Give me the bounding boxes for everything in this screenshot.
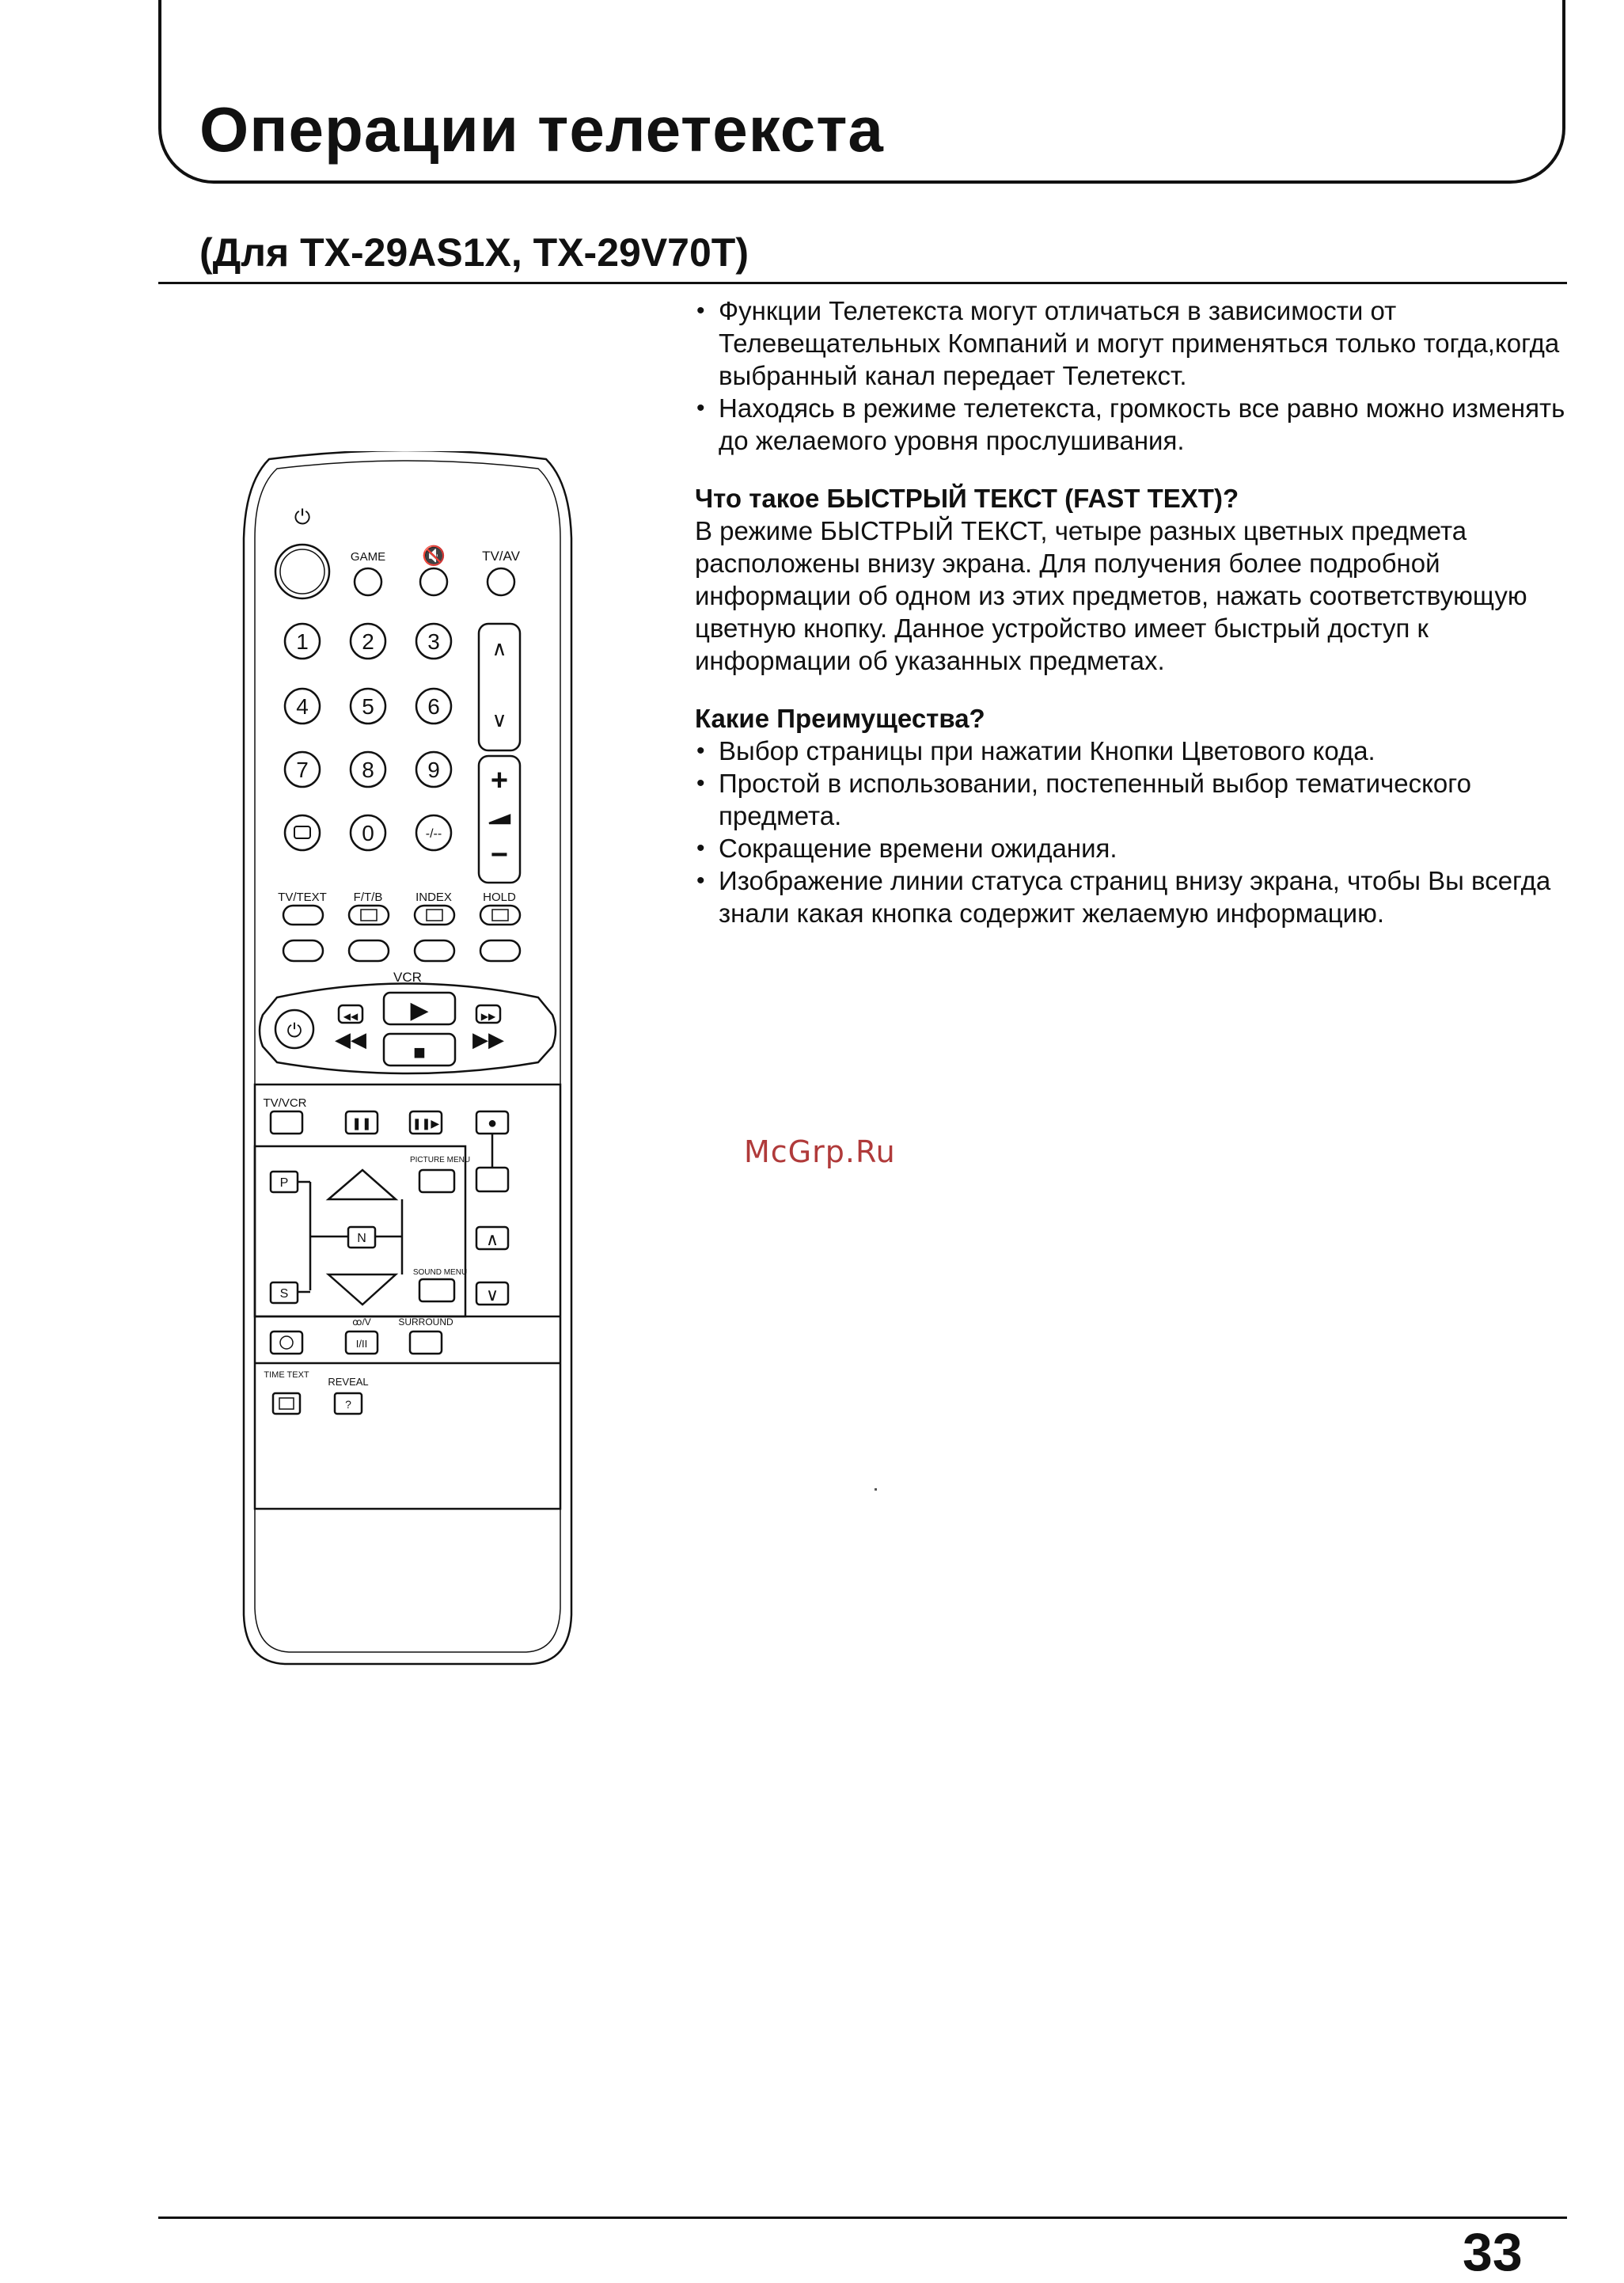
vcr-stop-label: ■	[413, 1040, 426, 1064]
s-label: S	[279, 1287, 289, 1301]
pause-label: ❚❚	[351, 1117, 372, 1130]
vcr-label: VCR	[393, 970, 422, 985]
fast-text-body: В режиме БЫСТРЫЙ ТЕКСТ, четыре разных цветных предмета расположены внизу экрана. Для получения более подробной информации об одном из этих предметов, нажать соответствующую цветную кнопку. Данное устройство имеет быстрый доступ к информации об указанных предметах.	[695, 516, 1527, 675]
p-label: P	[279, 1176, 289, 1190]
fastext-blue-button[interactable]	[480, 940, 520, 961]
slow-label: ❚❚▶	[412, 1117, 440, 1130]
digit-6-label: 6	[427, 694, 440, 719]
digit-5-label: 5	[362, 694, 374, 719]
digit-7-label: 7	[296, 758, 309, 782]
intro-list	[695, 294, 1573, 457]
game-label: GAME	[350, 550, 386, 564]
fast-text-heading: Что такое БЫСТРЫЙ ТЕКСТ (FAST TEXT)?	[695, 484, 1239, 513]
vcr-play-label: ▶	[410, 997, 429, 1024]
digit-8-label: 8	[362, 758, 374, 782]
volume-up-label: +	[490, 764, 509, 797]
vcr-ff-small-label: ▶▶	[480, 1011, 496, 1022]
subtitle-divider	[158, 282, 1567, 284]
digit-4-label: 4	[296, 694, 309, 719]
remote-control-illustration	[237, 451, 578, 1666]
n-label: N	[357, 1232, 366, 1245]
tv-av-label: TV/AV	[482, 549, 520, 564]
time-text-button[interactable]	[273, 1393, 300, 1414]
tv-vcr-button[interactable]	[271, 1111, 302, 1134]
text-column	[695, 294, 1573, 929]
timer-button[interactable]	[271, 1331, 302, 1354]
digit-2-label: 2	[362, 629, 374, 654]
input-select-button[interactable]	[285, 815, 320, 850]
channel-down-label: ∨	[491, 708, 507, 731]
page-number: 33	[1463, 2222, 1523, 2282]
sound-menu-label: SOUND MENU	[412, 1268, 468, 1277]
page-title: Операции телетекста	[199, 94, 884, 165]
power-symbol-label: ⏻	[294, 505, 311, 529]
list-item: • Изображение линии статуса страниц внизу экрана, чтобы Вы всегда знали какая кнопка содержит желаемую информацию.	[695, 864, 1573, 929]
page-subtitle: (Для TX-29AS1X, TX-29V70T)	[199, 230, 749, 275]
digit-0-label: 0	[362, 821, 374, 845]
picture-menu-button[interactable]	[419, 1170, 454, 1192]
game-button[interactable]	[355, 568, 381, 595]
record-label: ●	[487, 1115, 498, 1132]
timer-icon	[280, 1336, 293, 1349]
list-item: • Сокращение времени ожидания.	[695, 832, 1573, 864]
down-arrow-label: ∨	[485, 1285, 499, 1305]
volume-down-label: −	[490, 838, 509, 872]
time-text-label: TIME TEXT	[264, 1370, 309, 1380]
stereo-label: ꝏ/V	[352, 1316, 371, 1328]
fastext-red-button[interactable]	[283, 940, 323, 961]
vcr-rewind-small-label: ◀◀	[343, 1011, 359, 1022]
dash-key-label: -/--	[425, 827, 442, 841]
watermark: McGrp.Ru	[744, 1134, 896, 1169]
mono-label: I/II	[355, 1338, 368, 1350]
ftb-icon	[361, 910, 377, 921]
time-text-icon	[279, 1398, 294, 1409]
vcr-power-icon: ⏻	[286, 1020, 302, 1042]
index-icon	[427, 910, 442, 921]
stray-mark	[875, 1488, 877, 1491]
index-label: INDEX	[415, 891, 452, 904]
power-button-inner	[280, 549, 324, 594]
list-item: • Простой в использовании, постепенный выбор тематического предмета.	[695, 767, 1573, 832]
advantages-heading: Какие Преимущества?	[695, 704, 985, 733]
tv-vcr-label: TV/VCR	[263, 1096, 307, 1110]
ftb-button[interactable]	[349, 906, 389, 925]
list-item: • Находясь в режиме телетекста, громкость все равно можно изменять до желаемого уровня прослушивания.	[695, 392, 1573, 457]
input-select-icon	[294, 826, 310, 838]
footer-divider	[158, 2217, 1567, 2219]
vcr-ff-label: ▶▶	[472, 1028, 504, 1051]
reveal-label: REVEAL	[328, 1376, 369, 1388]
lower-panel	[255, 1085, 560, 1509]
tv-av-button[interactable]	[488, 568, 514, 595]
remote-body	[244, 451, 571, 1664]
mute-icon: 🔇	[422, 545, 446, 567]
list-item: • Выбор страницы при нажатии Кнопки Цветового кода.	[695, 735, 1573, 767]
sound-menu-button[interactable]	[419, 1279, 454, 1301]
surround-label: SURROUND	[398, 1316, 453, 1328]
hold-label: HOLD	[483, 891, 516, 904]
reveal-key-label: ?	[345, 1398, 351, 1411]
channel-up-label: ∧	[491, 636, 507, 660]
fastext-yellow-button[interactable]	[415, 940, 454, 961]
ftb-label: F/T/B	[353, 891, 383, 904]
vcr-panel	[260, 984, 556, 1074]
advantages-list	[695, 735, 1573, 929]
vcr-rewind-label: ◀◀	[335, 1028, 366, 1051]
up-arrow-label: ∧	[485, 1229, 499, 1249]
fastext-green-button[interactable]	[349, 940, 389, 961]
digit-pad	[285, 624, 451, 850]
digit-9-label: 9	[427, 758, 440, 782]
index-button[interactable]	[415, 906, 454, 925]
list-item: • Функции Телетекста могут отличаться в зависимости от Телевещательных Компаний и могут применяться только тогда,когда выбранный канал передает Телетекст.	[695, 294, 1573, 392]
hold-icon	[492, 910, 508, 921]
picture-menu-label: PICTURE MENU	[409, 1156, 471, 1164]
record-confirm-button[interactable]	[476, 1168, 508, 1191]
tv-text-button[interactable]	[283, 906, 323, 925]
menu-down-button[interactable]	[328, 1274, 396, 1305]
volume-ramp-icon	[489, 815, 510, 823]
mute-button[interactable]	[420, 568, 447, 595]
digit-3-label: 3	[427, 629, 440, 654]
power-button[interactable]	[275, 545, 329, 598]
surround-button[interactable]	[410, 1331, 442, 1354]
menu-up-button[interactable]	[328, 1170, 396, 1199]
hold-button[interactable]	[480, 906, 520, 925]
tv-text-label: TV/TEXT	[278, 891, 327, 904]
digit-1-label: 1	[296, 629, 309, 654]
